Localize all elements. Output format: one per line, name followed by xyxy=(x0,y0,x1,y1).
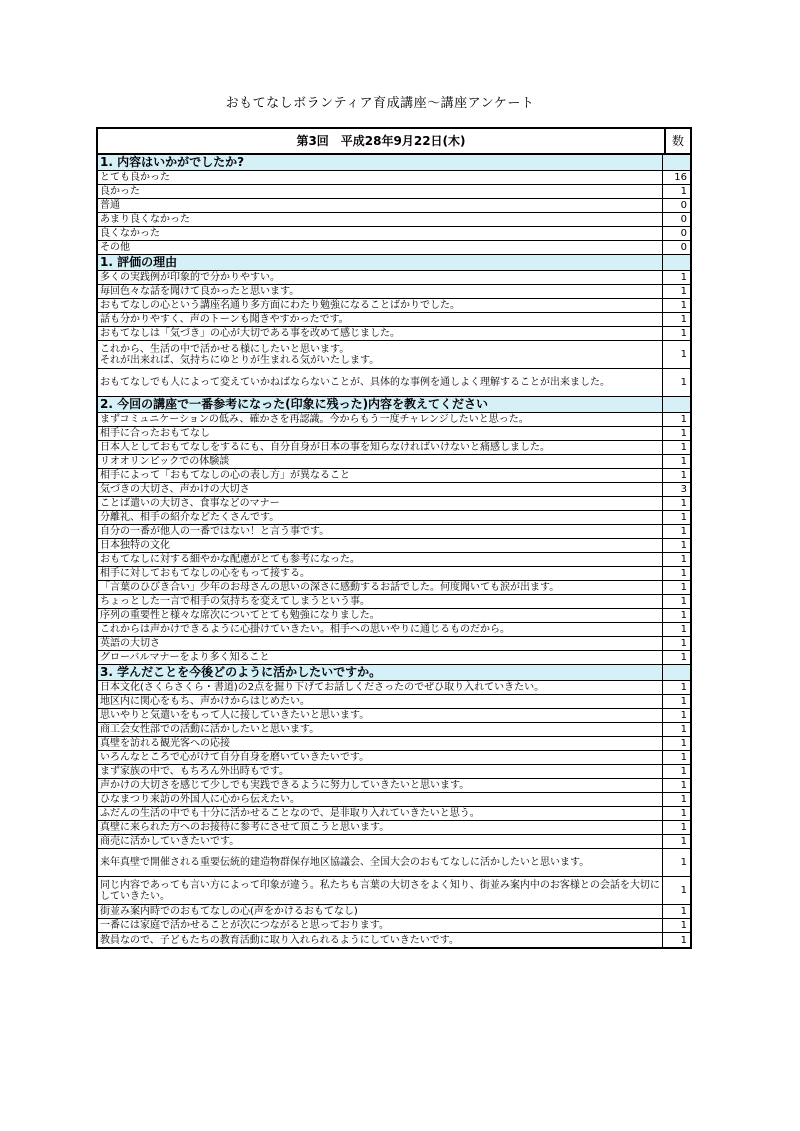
table-row xyxy=(98,737,690,751)
answer-count: 1 xyxy=(680,920,687,931)
answer-text: 教員なので、子どもたちの教育活動に取り入れられるようにしていきたいです。 xyxy=(98,933,663,947)
answer-count: 1 xyxy=(680,738,687,749)
answer-text: 声かけの大切さを感じて少しでも実践できるように努力していきたいと思います。 xyxy=(98,779,663,792)
answer-count: 1 xyxy=(680,794,687,805)
answer-text: 良かった xyxy=(98,185,663,198)
answer-count: 0 xyxy=(680,242,687,253)
answer-text: 日本独特の文化 xyxy=(98,539,663,552)
table-row xyxy=(98,511,690,525)
answer-count: 1 xyxy=(680,442,687,453)
answer-text: 思いやりと気遣いをもって人に接していきたいと思います。 xyxy=(98,709,663,722)
answer-text: グローバルマナーをより多く知ること xyxy=(98,651,663,664)
answer-count: 3 xyxy=(680,484,687,495)
section-heading-count-cell xyxy=(663,255,690,270)
answer-count: 1 xyxy=(680,377,687,388)
table-row xyxy=(98,933,690,947)
answer-count: 1 xyxy=(680,766,687,777)
table-row xyxy=(98,709,690,723)
answer-count: 1 xyxy=(680,682,687,693)
answer-text: 相手によって「おもてなしの心の表し方」が異なること xyxy=(98,469,663,482)
answer-text: その他 xyxy=(98,241,663,254)
answer-count: 1 xyxy=(680,638,687,649)
answer-count: 0 xyxy=(680,200,687,211)
answer-text: 「言葉のひびき合い」少年のお母さんの思いの深さに感動するお話でした。何度聞いても涙が出ます。 xyxy=(98,581,663,594)
table-row xyxy=(98,327,690,341)
answer-text: 同じ内容であっても言い方によって印象が違う。私たちも言葉の大切さをよく知り、街並み案内中のお客様との会話を大切にしていきたい。 xyxy=(98,877,663,904)
answer-count: 1 xyxy=(680,540,687,551)
table-row xyxy=(98,199,690,213)
table-row xyxy=(98,609,690,623)
table-row xyxy=(98,779,690,793)
answer-text: ひなまつり来訪の外国人に心から伝えたい。 xyxy=(98,793,663,806)
answer-count: 1 xyxy=(680,470,687,481)
section-heading-count-cell xyxy=(663,397,690,412)
table-row xyxy=(98,793,690,807)
answer-text: 良くなかった xyxy=(98,227,663,240)
answer-count: 1 xyxy=(680,808,687,819)
answer-text: 分離礼、相手の紹介などたくさんです。 xyxy=(98,511,663,524)
table-row xyxy=(98,369,690,397)
answer-text: ことば遣いの大切さ、食事などのマナー xyxy=(98,497,663,510)
answer-text: 日本文化(さくらさくら・書道)の2点を掘り下げてお話しくださったのでぜひ取り入れていきたい。 xyxy=(98,681,663,694)
table-row xyxy=(98,455,690,469)
table-row xyxy=(98,919,690,933)
answer-count: 1 xyxy=(680,286,687,297)
answer-text: 街並み案内時でのおもてなしの心(声をかけるおもてなし) xyxy=(98,905,663,918)
answer-text: あまり良くなかった xyxy=(98,213,663,226)
answer-text: 一番には家庭で活かせることが次につながると思っております。 xyxy=(98,919,663,932)
answer-count: 1 xyxy=(680,512,687,523)
section-heading-row xyxy=(98,255,690,271)
answer-count: 1 xyxy=(680,652,687,663)
answer-count: 1 xyxy=(680,526,687,537)
answer-count: 1 xyxy=(680,186,687,197)
table-row xyxy=(98,807,690,821)
table-row xyxy=(98,171,690,185)
answer-count: 1 xyxy=(680,300,687,311)
table-row xyxy=(98,185,690,199)
answer-count: 1 xyxy=(680,328,687,339)
answer-text: ふだんの生活の中でも十分に活かせることなので、是非取り入れていきたいと思う。 xyxy=(98,807,663,820)
table-row xyxy=(98,427,690,441)
answer-count: 1 xyxy=(680,582,687,593)
section-heading: 1. 評価の理由 xyxy=(98,255,663,270)
answer-text: 相手に合ったおもてなし xyxy=(98,427,663,440)
session-header: 第3回 平成28年9月22日(木) xyxy=(98,129,666,153)
table-row xyxy=(98,341,690,369)
answer-count: 1 xyxy=(680,752,687,763)
table-row xyxy=(98,227,690,241)
table-row xyxy=(98,413,690,427)
section-heading-row xyxy=(98,155,690,171)
answer-text: 英語の大切さ xyxy=(98,637,663,650)
table-row xyxy=(98,539,690,553)
answer-count: 1 xyxy=(680,822,687,833)
answer-text: 多くの実践例が印象的で分かりやすい。 xyxy=(98,271,663,284)
answer-count: 1 xyxy=(680,710,687,721)
table-row xyxy=(98,751,690,765)
answer-count: 1 xyxy=(680,934,687,946)
answer-text: 相手に対しておもてなしの心をもって接する。 xyxy=(98,567,663,580)
table-row xyxy=(98,299,690,313)
answer-text: 地区内に関心をもち、声かけからはじめたい。 xyxy=(98,695,663,708)
answer-text: 真壁に来られた方へのお接待に参考にさせて頂こうと思います。 xyxy=(98,821,663,834)
answer-text: ちょっとした一言で相手の気持ちを変えてしまうという事。 xyxy=(98,595,663,608)
table-row xyxy=(98,821,690,835)
table-row xyxy=(98,581,690,595)
document-title: おもてなしボランティア育成講座～講座アンケート xyxy=(225,96,535,111)
answer-text: 真壁を訪れる観光客への応接 xyxy=(98,737,663,750)
table-row xyxy=(98,271,690,285)
answer-count: 1 xyxy=(680,498,687,509)
answer-text: 毎回色々な話を聞けて良かったと思います。 xyxy=(98,285,663,298)
answer-text: 序列の重要性と様々な席次についてとても勉強になりました。 xyxy=(98,609,663,622)
table-row xyxy=(98,567,690,581)
table-row xyxy=(98,905,690,919)
answer-count: 0 xyxy=(680,228,687,239)
table-row xyxy=(98,241,690,255)
answer-count: 1 xyxy=(680,456,687,467)
survey-table xyxy=(96,127,692,949)
count-header: 数 xyxy=(671,133,684,148)
answer-text: 来年真壁で開催される重要伝統的建造物群保存地区協議会、全国大会のおもてなしに活かしたいと思います。 xyxy=(98,849,663,876)
answer-text: おもてなしでも人によって変えていかねばならないことが、具体的な事例を通しよく理解することが出来ました。 xyxy=(98,369,663,396)
answer-text: おもてなしの心という講座名通り多方面にわたり勉強になることばかりでした。 xyxy=(98,299,663,312)
answer-count: 1 xyxy=(680,272,687,283)
answer-text: 話も分かりやすく、声のトーンも聞きやすかったです。 xyxy=(98,313,663,326)
answer-text: いろんなところで心がけて自分自身を磨いていきたいです。 xyxy=(98,751,663,764)
section-heading-row xyxy=(98,397,690,413)
table-row xyxy=(98,651,690,665)
table-row xyxy=(98,835,690,849)
answer-count: 1 xyxy=(680,857,687,868)
answer-count: 1 xyxy=(680,780,687,791)
answer-text: 商工会女性部での活動に活かしたいと思います。 xyxy=(98,723,663,736)
table-row xyxy=(98,313,690,327)
answer-text: 普通 xyxy=(98,199,663,212)
answer-count: 1 xyxy=(680,885,687,896)
table-row xyxy=(98,723,690,737)
answer-count: 1 xyxy=(680,906,687,917)
answer-text: おもてなしは「気づき」の心が大切である事を改めて感じました。 xyxy=(98,327,663,340)
table-row xyxy=(98,849,690,877)
answer-count: 1 xyxy=(680,314,687,325)
table-row xyxy=(98,285,690,299)
answer-text: 自分の一番が他人の一番ではない！と言う事です。 xyxy=(98,525,663,538)
answer-text: これからは声かけできるように心掛けていきたい。相手への思いやりに通じるものだから。 xyxy=(98,623,663,636)
table-row xyxy=(98,483,690,497)
table-row xyxy=(98,695,690,709)
answer-count: 1 xyxy=(680,724,687,735)
table-row xyxy=(98,553,690,567)
answer-count: 16 xyxy=(674,172,687,183)
section-heading-row xyxy=(98,665,690,681)
table-row xyxy=(98,469,690,483)
table-row xyxy=(98,213,690,227)
table-row xyxy=(98,877,690,905)
table-row xyxy=(98,637,690,651)
section-heading: 3. 学んだことを今後どのように活かしたいですか。 xyxy=(98,665,663,680)
table-row xyxy=(98,497,690,511)
answer-count: 1 xyxy=(680,610,687,621)
answer-text: これから、生活の中で活かせる様にしたいと思います。 それが出来れば、気持ちにゆとりが生まれる気がいたします。 xyxy=(98,341,663,368)
table-row xyxy=(98,525,690,539)
table-row xyxy=(98,765,690,779)
answer-count: 1 xyxy=(680,349,687,360)
answer-count: 1 xyxy=(680,624,687,635)
table-row xyxy=(98,441,690,455)
answer-count: 1 xyxy=(680,414,687,425)
answer-count: 1 xyxy=(680,836,687,847)
answer-count: 1 xyxy=(680,696,687,707)
table-row xyxy=(98,681,690,695)
answer-text: 気づきの大切さ、声かけの大切さ xyxy=(98,483,663,496)
table-header-row xyxy=(98,129,690,155)
answer-text: おもてなしに対する細やかな配慮がとても参考になった。 xyxy=(98,553,663,566)
answer-count: 0 xyxy=(680,214,687,225)
section-heading-count-cell xyxy=(663,665,690,680)
answer-text: 商売に活かしていきたいです。 xyxy=(98,835,663,848)
answer-count: 1 xyxy=(680,428,687,439)
answer-text: まずコミュニケーションの低み、確かさを再認識。今からもう一度チャレンジしたいと思った。 xyxy=(98,413,663,426)
answer-text: 日本人としておもてなしをするにも、自分自身が日本の事を知らなければいけないと痛感しました。 xyxy=(98,441,663,454)
section-heading: 1. 内容はいかがでしたか? xyxy=(98,155,663,170)
answer-text: とても良かった xyxy=(98,171,663,184)
answer-text: まず家族の中で、もちろん外出時もです。 xyxy=(98,765,663,778)
answer-text: リオオリンピックでの体験談 xyxy=(98,455,663,468)
section-heading: 2. 今回の講座で一番参考になった(印象に残った)内容を教えてください xyxy=(98,397,663,412)
answer-count: 1 xyxy=(680,554,687,565)
section-heading-count-cell xyxy=(663,155,690,170)
table-row xyxy=(98,623,690,637)
answer-count: 1 xyxy=(680,596,687,607)
answer-count: 1 xyxy=(680,568,687,579)
table-row xyxy=(98,595,690,609)
